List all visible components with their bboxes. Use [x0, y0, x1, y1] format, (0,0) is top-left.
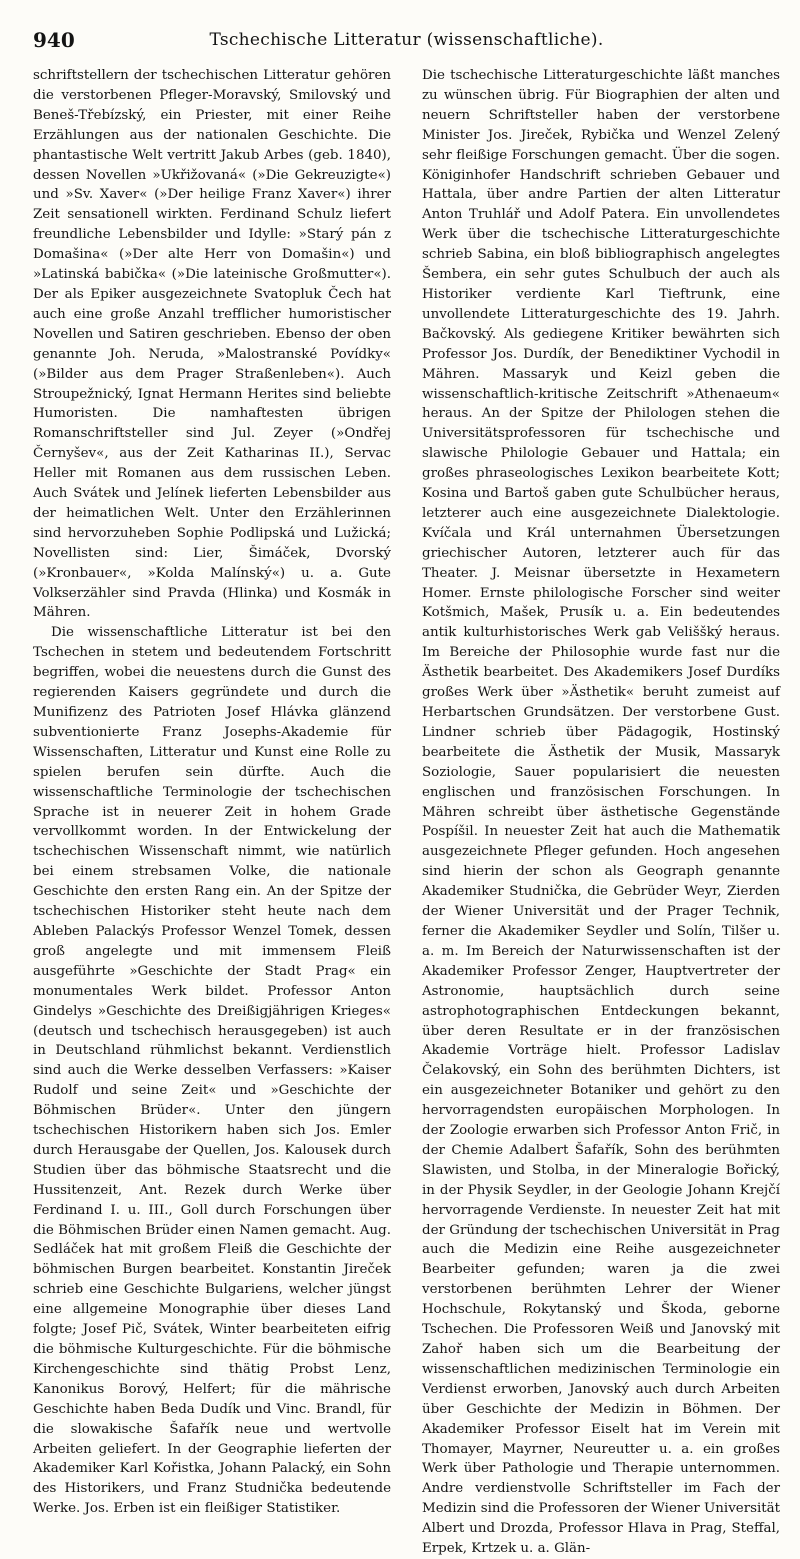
text-columns — [33, 66, 780, 1559]
paragraph: Die wissenschaftliche Litteratur ist bei den Tschechen in stetem und bedeutendem Fortschritt begriffen, wobei die neuestens durch die Gunst des regierenden Kaisers gegründete und durch die Munifizenz des Patrioten Josef Hlávka glänzend subventionierte Franz Josephs-Akademie für Wissenschaften, Litteratur und Kunst eine Rolle zu spielen berufen sein dürfte. Auch die wissenschaftliche Terminologie der tschechischen Sprache ist in neuerer Zeit in hohem Grade vervollkommt worden. In der Entwickelung der tschechischen Wissenschaft nimmt, wie natürlich bei einem strebsamen Volke, die nationale Geschichte den ersten Rang ein. An der Spitze der tschechischen Historiker steht heute nach dem Ableben Palackýs Professor Wenzel Tomek, dessen groß angelegte und mit immensem Fleiß ausgeführte »Geschichte der Stadt Prag« ein monumentales Werk bildet. Professor Anton Gindelys »Geschichte des Dreißigjährigen Krieges« (deutsch und tschechisch herausgegeben) ist auch in Deutschland rühmlichst bekannt. Verdienstlich sind auch die Werke desselben Verfassers: »Kaiser Rudolf und seine Zeit« und »Geschichte der Böhmischen Brüder«. Unter den jüngern tschechischen Historikern haben sich Jos. Emler durch Herausgabe der Quellen, Jos. Kalousek durch Studien über das böhmische Staatsrecht und die Hussitenzeit, Ant. Rezek durch Werke über Ferdinand I. u. III., Goll durch Forschungen über die Böhmischen Brüder einen Namen gemacht. Aug. Sedláček hat mit großem Fleiß die Geschichte der böhmischen Burgen bearbeitet. Konstantin Jireček schrieb eine Geschichte Bulgariens, welcher jüngst eine allgemeine Monographie über dieses Land folgte; Josef Pič, Svátek, Winter bearbeiteten eifrig die böhmische Kulturgeschichte. Für die böhmische Kirchengeschichte sind thätig Probst Lenz, Kanonikus Borový, Helfert; für die mährische Geschichte haben Beda Dudík und Vinc. Brandl, für die slowakische Šafařík neue und wertvolle Arbeiten geliefert. In der Geographie lieferten der Akademiker Karl Kořistka, Johann Palacký, ein Sohn des Historikers, und Franz Studnička bedeutende Werke. Jos. Erben ist ein fleißiger Statistiker. — [33, 625, 391, 1517]
running-title: Tschechische Litteratur (wissenschaftliche). — [209, 30, 604, 50]
left-column — [33, 66, 391, 1559]
right-column — [422, 66, 780, 1559]
page-number: 940 — [33, 28, 75, 52]
paragraph: schriftstellern der tschechischen Litteratur gehören die verstorbenen Pfleger-Moravský, Smilovský und Beneš-Třebízský, ein Priester, mit einer Reihe Erzählungen aus der nationalen Geschichte. Die phantastische Welt vertritt Jakub Arbes (geb. 1840), dessen Novellen »Ukřižovaná« (»Die Gekreuzigte«) und »Sv. Xaver« (»Der heilige Franz Xaver«) ihrer Zeit sensationell wirkten. Ferdinand Schulz liefert freundliche Lebensbilder und Idylle: »Starý pán z Domašina« (»Der alte Herr von Domašin«) und »Latinská babička« (»Die lateinische Großmutter«). Der als Epiker ausgezeichnete Svatopluk Čech hat auch eine große Anzahl trefflicher humoristischer Novellen und Satiren geschrieben. Ebenso der oben genannte Joh. Neruda, »Malostranské Povídky« (»Bilder aus dem Prager Straßenleben«). Auch Stroupežnický, Ignat Hermann Herites sind beliebte Humoristen. Die namhaftesten übrigen Romanschriftsteller sind Jul. Zeyer (»Ondřej Černyšev«, aus der Zeit Katharinas II.), Servac Heller mit Romanen aus dem russischen Leben. Auch Svátek und Jelínek lieferten Lebensbilder aus der heimatlichen Welt. Unter den Erzählerinnen sind hervorzuheben Sophie Podlipská und Lužická; Novellisten sind: Lier, Šimáček, Dvorský (»Kronbauer«, »Kolda Malínský«) u. a. Gute Volkserzähler sind Pravda (Hlinka) und Kosmák in Mähren. — [33, 68, 391, 621]
page-header — [33, 28, 780, 58]
paragraph: Die tschechische Litteraturgeschichte läßt manches zu wünschen übrig. Für Biographien der alten und neuern Schriftsteller haben der verstorbene Minister Jos. Jireček, Rybička und Wenzel Zelený sehr fleißige Forschungen gemacht. Über die sogen. Königinhofer Handschrift schrieben Gebauer und Hattala, über andre Partien der alten Litteratur Anton Truhlář und Adolf Patera. Ein unvollendetes Werk über die tschechische Litteraturgeschichte schrieb Sabina, ein bloß bibliographisch angelegtes Šembera, ein sehr gutes Schulbuch der auch als Historiker verdiente Karl Tieftrunk, eine unvollendete Litteraturgeschichte des 19. Jahrh. Bačkovský. Als gediegene Kritiker bewährten sich Professor Jos. Durdík, der Benediktiner Vychodil in Mähren. Massaryk und Keizl geben die wissenschaftlich-kritische Zeitschrift »Athenaeum« heraus. An der Spitze der Philologen stehen die Universitätsprofessoren für tschechische und slawische Philologie Gebauer und Hattala; ein großes phraseologisches Lexikon bearbeitete Kott; Kosina und Bartoš gaben gute Schulbücher heraus, letzterer auch eine ausgezeichnete Dialektologie. Kvíčala und Král unternahmen Übersetzungen griechischer Autoren, letzterer auch für das Theater. J. Meisnar übersetzte in Hexametern Homer. Ernste philologische Forscher sind weiter Kotšmich, Mašek, Prusík u. a. Ein bedeutendes antik kulturhistorisches Werk gab Veliššký heraus. Im Bereiche der Philosophie wurde fast nur die Ästhetik bearbeitet. Des Akademikers Josef Durdíks großes Werk über »Ästhetik« beruht zumeist auf Herbartschen Grundsätzen. Der verstorbene Gust. Lindner schrieb über Pädagogik, Hostinský bearbeitete die Ästhetik der Musik, Massaryk Soziologie, Sauer popularisiert die neuesten englischen und französischen Forschungen. In Mähren schreibt über ästhetische Gegenstände Pospíšil. In neuester Zeit hat auch die Mathematik ausgezeichnete Pfleger gefunden. Hoch angesehen sind hierin der schon als Geograph genannte Akademiker Studnička, die Gebrüder Weyr, Zierden der Wiener Universität und der Prager Technik, ferner die Akademiker Seydler und Solín, Tilšer u. a. m. Im Bereich der Naturwissenschaften ist der Akademiker Professor Zenger, Hauptvertreter der Astronomie, hauptsächlich durch seine astrophotographischen Entdeckungen bekannt, über deren Resultate er in der französischen Akademie Vorträge hielt. Professor Ladislav Čelakovský, ein Sohn des berühmten Dichters, ist ein ausgezeichneter Botaniker und gehört zu den hervorragendsten europäischen Morphologen. In der Zoologie erwarben sich Professor Anton Frič, in der Chemie Adalbert Šafařík, Sohn des berühmten Slawisten, und Stolba, in der Mineralogie Bořický, in der Physik Seydler, in der Geologie Johann Krejčí hervorragende Verdienste. In neuester Zeit hat mit der Gründung der tschechischen Universität in Prag auch die Medizin eine Reihe ausgezeichneter Bearbeiter gefunden; waren ja die zwei verstorbenen berühmten Lehrer der Wiener Hochschule, Rokytanský und Škoda, geborne Tschechen. Die Professoren Weiß und Janovský mit Zahoř haben sich um die Bearbeitung der wissenschaftlichen medizinischen Terminologie ein Verdienst erworben, Janovský auch durch Arbeiten über Geschichte der Medizin in Böhmen. Der Akademiker Professor Eiselt hat im Verein mit Thomayer, Mayrner, Neureutter u. a. ein großes Werk über Pathologie und Therapie unternommen. Andre verdienstvolle Schriftsteller im Fach der Medizin sind die Professoren der Wiener Universität Albert und Drozda, Professor Hlava in Prag, Steffal, Erpek, Krtzek u. a. Glän- — [422, 68, 780, 1557]
